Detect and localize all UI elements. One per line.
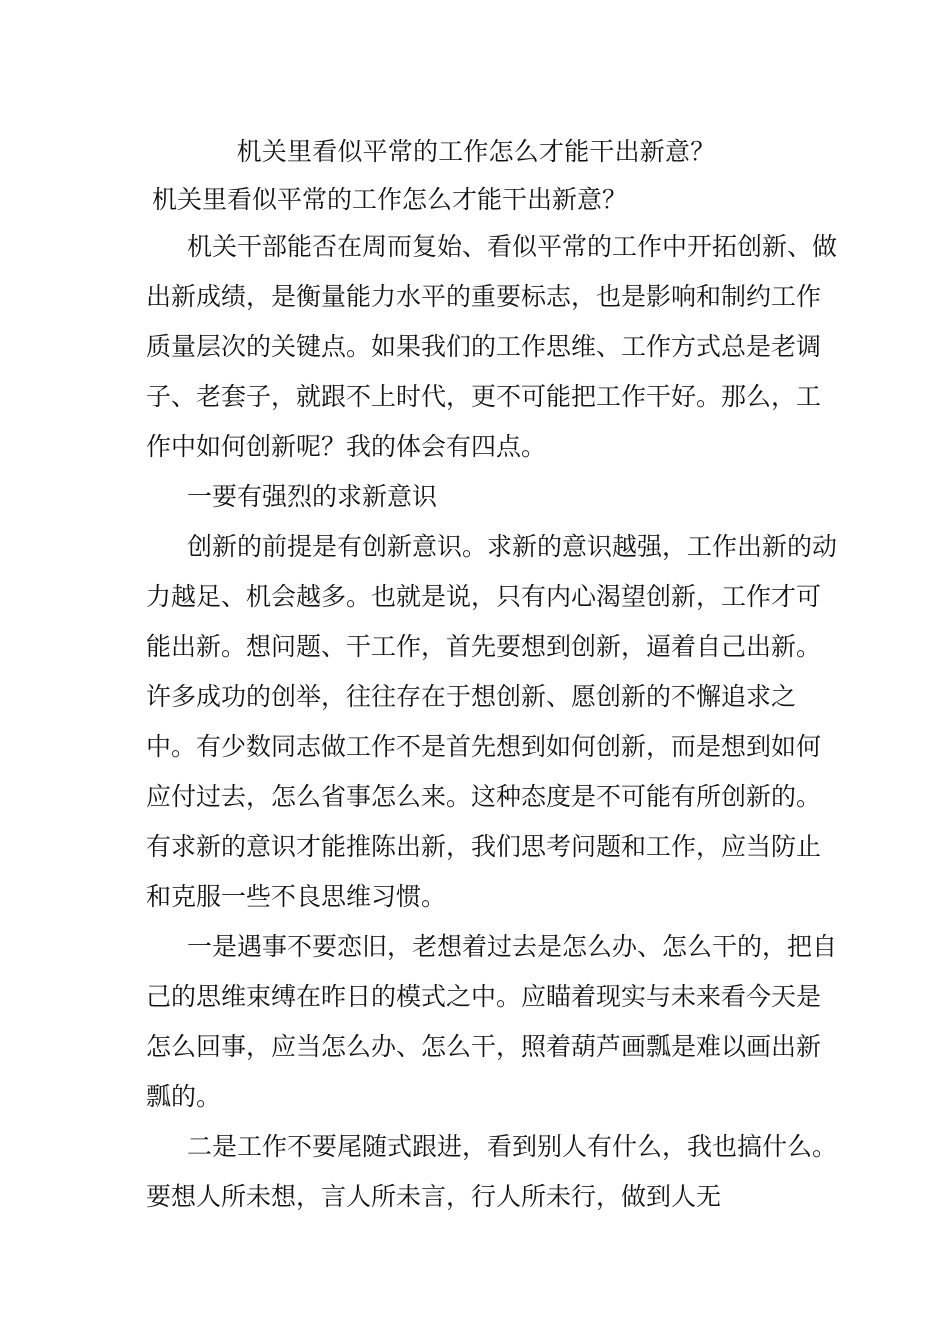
text-line: 把自己的思维束缚在昨日的模式之中。应瞄着现实与未来 xyxy=(146,932,838,1011)
text-line: 的动力越足、机会越多。也就是说，只有内心渴望创新， xyxy=(146,532,838,611)
text-line: 着自己出新。许多成功的创举，往往存在于想创新、愿创 xyxy=(146,632,822,711)
text-line: 二是工作不要尾随式跟进，看到别人有什么，我也搞什 xyxy=(187,1132,788,1161)
document-body xyxy=(146,200,846,1222)
text-line: 度是不可能有所创新的。有求新的意识才能推陈出新，我 xyxy=(146,782,822,861)
text-line: 看今天是怎么回事，应当怎么办、怎么干，照着葫芦画瓢 xyxy=(146,982,822,1061)
text-line: 新的不懈追求之中。有少数同志做工作不是首先想到如何 xyxy=(146,682,797,761)
paragraph-intro xyxy=(146,222,846,472)
document-subtitle: 机关里看似平常的工作怎么才能干出新意？ xyxy=(152,185,628,214)
text-line: 工作才可能出新。想问题、干工作，首先要想到创新，逼 xyxy=(146,582,822,661)
text-line: 干好。那么，工作中如何创新呢？我的体会有四点。 xyxy=(146,382,822,461)
paragraph-point-two xyxy=(146,1122,846,1222)
text-line: 创新，而是想到如何应付过去，怎么省事怎么来。这种态 xyxy=(146,732,822,811)
paragraph-innovation-awareness xyxy=(146,522,846,922)
section-heading: 一要有强烈的求新意识 xyxy=(187,482,438,511)
document-title: 机关里看似平常的工作怎么才能干出新意？ xyxy=(236,137,716,166)
text-line: 们思考问题和工作，应当防止和克服一些不良思维习惯。 xyxy=(146,832,822,911)
text-line: 式总是老调子、老套子，就跟不上时代，更不可能把工作 xyxy=(146,332,822,411)
text-line: 么。要想人所未想，言人所未言，行人所未行，做到人无 xyxy=(146,1132,838,1211)
text-line: 约工作质量层次的关键点。如果我们的工作思维、工作方 xyxy=(146,282,822,361)
text-line: 机关干部能否在周而复始、看似平常的工作中开拓创新、 xyxy=(187,232,813,261)
text-line: 一是遇事不要恋旧，老想着过去是怎么办、怎么干的， xyxy=(187,932,788,961)
text-line: 创新的前提是有创新意识。求新的意识越强，工作出新 xyxy=(187,532,788,561)
text-line: 是难以画出新瓢的。 xyxy=(146,1032,822,1111)
paragraph-point-one xyxy=(146,922,846,1122)
text-line: 做出新成绩，是衡量能力水平的重要标志，也是影响和制 xyxy=(146,232,838,311)
